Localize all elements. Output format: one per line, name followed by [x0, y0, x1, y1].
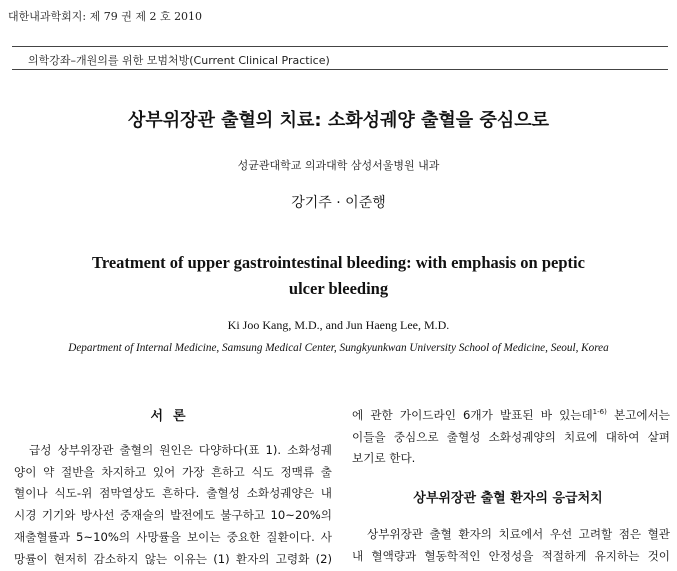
right-column-text-lower	[352, 524, 670, 567]
header-rule-top	[12, 46, 668, 47]
citation-reference: 1-6)	[592, 408, 607, 417]
paragraph-line: 보기로 한다.	[352, 451, 416, 466]
right-column-text	[352, 405, 670, 470]
paragraph-line: 이들을 중심으로 출혈성 소화성궤양의 치료에 대하여 살펴	[352, 429, 670, 444]
section-heading-introduction: 서론	[150, 409, 196, 424]
paragraph-line: 혈이나 식도-위 점막열상도 흔하다. 출혈성 소화성궤양은 내	[14, 486, 332, 501]
article-title-english	[0, 250, 677, 302]
authors-english: Ki Joo Kang, M.D., and Jun Haeng Lee, M.D.	[227, 318, 450, 332]
section-heading-emergency-care: 상부위장관 출혈 환자의 응급처치	[413, 491, 603, 506]
paragraph-line: 시경 기기와 방사선 중재술의 발전에도 불구하고 10~20%의	[14, 508, 332, 523]
article-title-korean: 상부위장관 출혈의 치료: 소화성궤양 출혈을 중심으로	[127, 110, 550, 131]
header-rule-bottom	[12, 69, 668, 70]
paragraph-line: 양이 약 절반을 차지하고 있어 가장 흔하고 식도 정맥류 출	[14, 464, 332, 479]
paragraph-text: 에 관한 가이드라인 6개가 발표된 바 있는데	[352, 408, 593, 422]
section-label: 의학강좌–개원의를 위한 모범처방(Current Clinical Practice)	[28, 54, 330, 67]
paragraph-line: 급성 상부위장관 출혈의 원인은 다양하다(표 1). 소화성궤	[29, 443, 332, 457]
affiliation-korean: 성균관대학교 의과대학 삼성서울병원 내과	[237, 159, 440, 172]
paragraph-line	[352, 405, 670, 427]
paragraph-line: 상부위장관 출혈 환자의 치료에서 우선 고려할 점은 혈관	[367, 527, 670, 541]
paragraph-line: 내 혈액량과 혈동학적인 안정성을 적절하게 유지하는 것이	[352, 548, 670, 563]
article-title-english-line2: ulcer bleeding	[288, 279, 389, 298]
authors-korean: 강기주 · 이준행	[291, 195, 386, 211]
paragraph-line: 망률이 현저히 감소하지 않는 이유는 (1) 환자의 고령화 (2)	[14, 551, 332, 566]
article-title-english-line1: Treatment of upper gastrointestinal bleeding: with emphasis on peptic	[92, 253, 585, 272]
paragraph-text: 본고에서는	[606, 408, 670, 422]
left-column-text	[14, 440, 332, 570]
paragraph-line: 재출혈률과 5~10%의 사망률을 보이는 중요한 질환이다. 사	[14, 529, 332, 544]
journal-citation: 대한내과학회지: 제 79 권 제 2 호 2010	[8, 10, 203, 23]
department-english: Department of Internal Medicine, Samsung Medical Center, Sungkyunkwan University School of Medicine, Seoul, Korea	[68, 342, 609, 354]
